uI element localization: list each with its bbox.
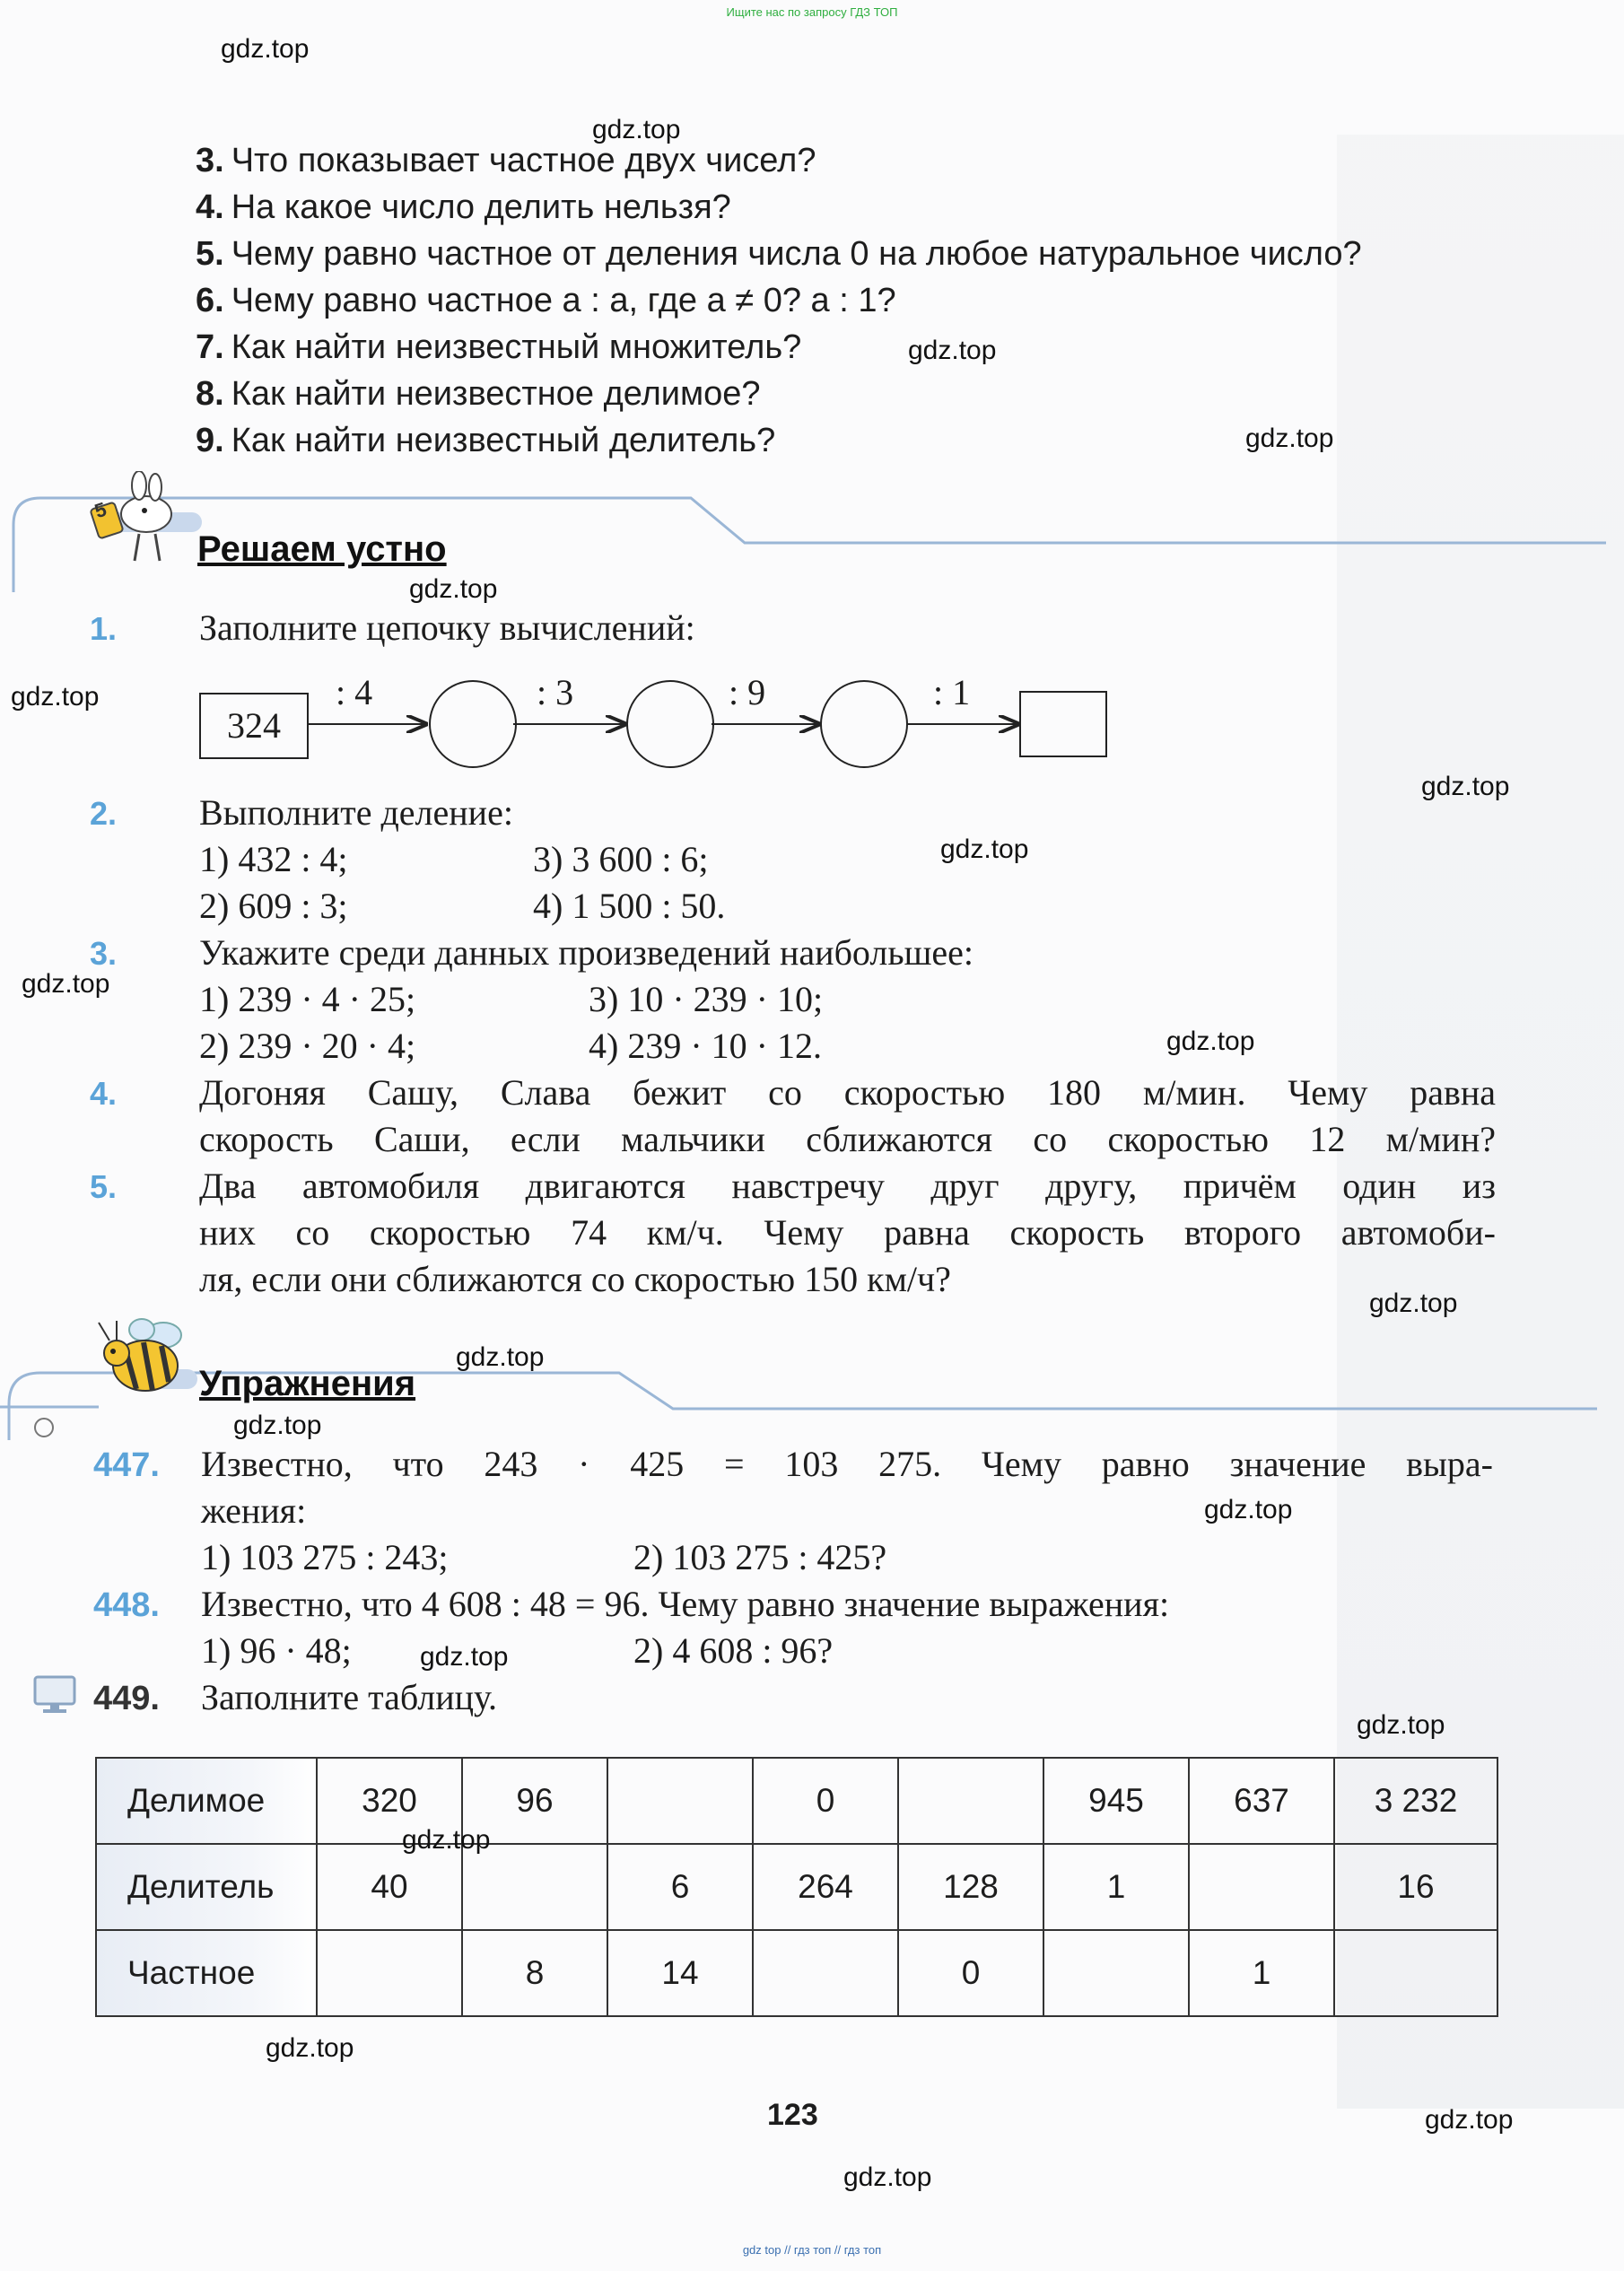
watermark: gdz.top [1357, 1710, 1445, 1740]
task-item: 3) 3 600 : 6; [533, 839, 709, 879]
watermark: gdz.top [592, 115, 681, 144]
task-text: Заполните цепочку вычислений: [199, 607, 695, 648]
watermark: gdz.top [266, 2033, 354, 2063]
task-item: 2) 239 · 20 · 4; [199, 1026, 416, 1066]
task-number: 5. [90, 1168, 118, 1205]
exercise-text: Заполните таблицу. [201, 1677, 497, 1717]
watermark: gdz.top [221, 34, 310, 64]
question-text: На какое число делить нельзя? [231, 188, 731, 226]
table-cell [317, 1930, 462, 2016]
exercise-item: 2) 103 275 : 425? [633, 1537, 887, 1577]
task-item: 2) 609 : 3; [199, 886, 348, 926]
question-4 [196, 188, 731, 227]
question-9 [196, 422, 775, 460]
table-cell [462, 1844, 607, 1930]
question-text: Что показывает частное двух чисел? [231, 142, 816, 179]
task-number: 4. [90, 1075, 118, 1112]
watermark: gdz.top [22, 969, 110, 999]
footer-banner: gdz top // гдз топ // гдз топ [742, 2243, 882, 2257]
table-header-cell: Делимое [96, 1758, 317, 1844]
task-number: 2. [90, 795, 118, 832]
table-cell [1334, 1930, 1497, 2016]
watermark: gdz.top [11, 682, 100, 712]
watermark: gdz.top [843, 2162, 932, 2192]
watermark: gdz.top [1425, 2105, 1514, 2135]
table-header-cell: Частное [96, 1930, 317, 2016]
task-text-line: них со скоростью 74 км/ч. Чему равна скорость второго автомоби- [199, 1212, 1496, 1253]
watermark: gdz.top [908, 336, 997, 365]
watermark: gdz.top [233, 1411, 322, 1440]
table-cell: 16 [1334, 1844, 1497, 1930]
section-title-oral: Решаем устно [197, 529, 447, 569]
question-number: 7. [196, 328, 224, 366]
task-item: 1) 432 : 4; [199, 839, 348, 879]
table-cell: 96 [462, 1758, 607, 1844]
table-cell: 1 [1043, 1844, 1189, 1930]
question-number: 4. [196, 188, 224, 226]
top-banner: Ищите нас по запросу ГДЗ ТОП [726, 5, 898, 19]
exercise-text-line: Известно, что 243 · 425 = 103 275. Чему равно значение выра- [201, 1444, 1493, 1484]
task-text-line: Догоняя Сашу, Слава бежит со скоростью 180 м/мин. Чему равна [199, 1072, 1496, 1113]
table-cell: 3 232 [1334, 1758, 1497, 1844]
bee-mascot-icon [90, 1310, 206, 1400]
exercise-text-line: жения: [201, 1490, 307, 1531]
task-item: 1) 239 · 4 · 25; [199, 979, 416, 1019]
exercise-number: 447. [93, 1446, 160, 1484]
question-6 [196, 282, 896, 320]
watermark: gdz.top [456, 1342, 545, 1372]
table-cell [898, 1758, 1043, 1844]
question-7 [196, 328, 801, 367]
table-cell: 40 [317, 1844, 462, 1930]
table-cell: 1 [1189, 1930, 1334, 2016]
watermark: gdz.top [420, 1642, 509, 1672]
question-number: 6. [196, 282, 224, 319]
table-cell: 8 [462, 1930, 607, 2016]
exercise-item: 1) 96 · 48; [201, 1630, 352, 1671]
task-text-line: ля, если они сближаются со скоростью 150 км/ч? [199, 1259, 951, 1299]
question-3 [196, 142, 816, 180]
question-number: 5. [196, 235, 224, 273]
question-5 [196, 235, 1362, 274]
table-cell: 0 [898, 1930, 1043, 2016]
question-text: Чему равно частное a : a, где a ≠ 0? a : 1? [231, 282, 896, 319]
table-cell: 945 [1043, 1758, 1189, 1844]
table-row-divisor [96, 1844, 1497, 1930]
task-number: 3. [90, 935, 118, 972]
task-text-line: скорость Саши, если мальчики сближаются со скоростью 12 м/мин? [199, 1119, 1496, 1159]
table-cell: 128 [898, 1844, 1043, 1930]
watermark: gdz.top [402, 1825, 491, 1855]
table-cell: 6 [607, 1844, 753, 1930]
division-table [95, 1757, 1498, 2017]
chain-operation: : 4 [336, 672, 373, 712]
question-number: 3. [196, 142, 224, 179]
chain-start-box [199, 693, 309, 759]
question-text: Как найти неизвестный делитель? [231, 422, 776, 459]
table-cell [753, 1930, 898, 2016]
table-cell: 264 [753, 1844, 898, 1930]
table-row-quotient [96, 1930, 1497, 2016]
table-cell: 14 [607, 1930, 753, 2016]
page-number: 123 [767, 2098, 818, 2132]
chain-start-value: 324 [227, 705, 281, 746]
chain-operation: : 9 [729, 672, 766, 712]
question-text: Как найти неизвестный множитель? [231, 328, 802, 366]
task-item: 4) 1 500 : 50. [533, 886, 726, 926]
watermark: gdz.top [409, 574, 498, 604]
chain-end-box [1019, 691, 1107, 757]
chain-blank-circle [626, 680, 714, 768]
table-cell [1043, 1930, 1189, 2016]
exercise-item: 2) 4 608 : 96? [633, 1630, 834, 1671]
task-text: Выполните деление: [199, 792, 513, 833]
table-cell [1189, 1844, 1334, 1930]
table-cell: 637 [1189, 1758, 1334, 1844]
watermark: gdz.top [1369, 1288, 1458, 1318]
chain-operation: : 3 [537, 672, 574, 712]
exercise-text: Известно, что 4 608 : 48 = 96. Чему равно значение выражения: [201, 1584, 1170, 1624]
question-number: 9. [196, 422, 224, 459]
watermark: gdz.top [1204, 1495, 1293, 1524]
question-text: Чему равно частное от деления числа 0 на любое натуральное число? [231, 235, 1362, 273]
task-text-line: Два автомобиля двигаются навстречу друг другу, причём один из [199, 1166, 1496, 1206]
chain-blank-circle [820, 680, 908, 768]
question-number: 8. [196, 375, 224, 413]
table-row-dividend [96, 1758, 1497, 1844]
exercise-item: 1) 103 275 : 243; [201, 1537, 449, 1577]
watermark: gdz.top [940, 834, 1029, 864]
chain-blank-circle [429, 680, 517, 768]
task-text: Укажите среди данных произведений наибольшее: [199, 932, 974, 973]
table-cell: 320 [317, 1758, 462, 1844]
watermark: gdz.top [1421, 772, 1510, 801]
table-cell [607, 1758, 753, 1844]
circle-marker-icon [32, 1416, 56, 1439]
table-cell: 0 [753, 1758, 898, 1844]
task-number: 1. [90, 610, 118, 647]
exercise-number: 448. [93, 1586, 160, 1624]
section-title-exercises: Упражнения [199, 1364, 416, 1403]
computer-monitor-icon [32, 1674, 77, 1716]
mascot-badge: 5 [92, 497, 109, 523]
exercise-number: 449. [93, 1680, 160, 1717]
task-item: 4) 239 · 10 · 12. [589, 1026, 822, 1066]
question-text: Как найти неизвестное делимое? [231, 375, 761, 413]
watermark: gdz.top [1245, 424, 1334, 453]
task-item: 3) 10 · 239 · 10; [589, 979, 824, 1019]
watermark: gdz.top [1166, 1026, 1255, 1056]
question-8 [196, 375, 761, 414]
chain-operation: : 1 [933, 672, 971, 712]
table-header-cell: Делитель [96, 1844, 317, 1930]
